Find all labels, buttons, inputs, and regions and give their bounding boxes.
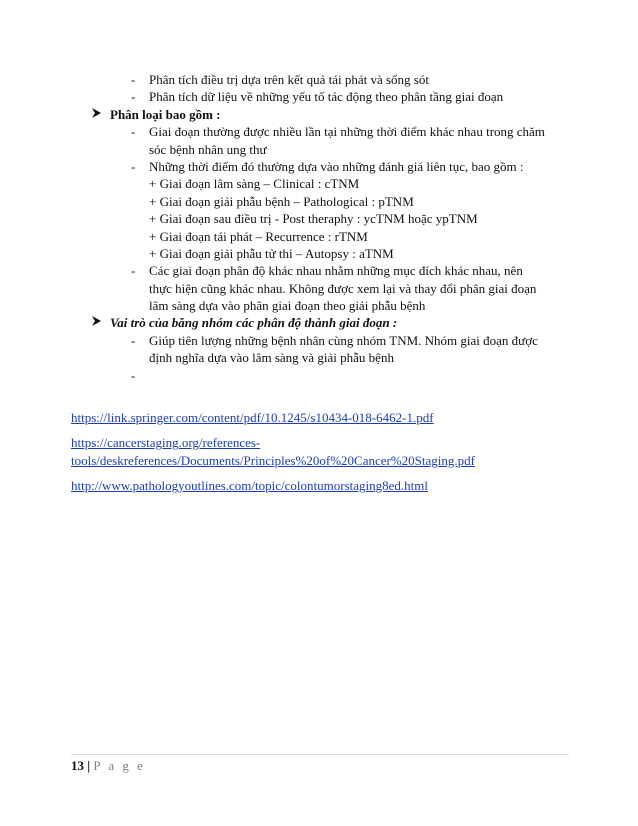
dash-bullet: - <box>131 332 136 348</box>
stage-item <box>0 245 638 262</box>
list-item-text: định nghĩa dựa vào lâm sàng và giải phẫu bệnh <box>149 350 394 366</box>
list-item-text: Giai đoạn thường được nhiều lần tại những thời điểm khác nhau trong chăm <box>149 124 545 140</box>
page-number: 13 <box>71 758 84 773</box>
list-item-text: Những thời điểm đó thường dựa vào những đánh giá liên tục, bao gồm : <box>149 158 524 174</box>
footer-divider <box>71 754 569 755</box>
page-label: P a g e <box>93 758 146 773</box>
dash-bullet: - <box>131 367 136 383</box>
list-item-text: Các giai đoạn phân độ khác nhau nhằm những mục đích khác nhau, nên <box>149 263 523 279</box>
reference-link-springer[interactable]: https://link.springer.com/content/pdf/10.1245/s10434-018-6462-1.pdf <box>71 410 434 425</box>
stage-text: + Giai đoạn giải phẫu tử thi – Autopsy : aTNM <box>149 245 394 261</box>
stage-text: + Giai đoạn sau điều trị - Post theraphy : ycTNM hoặc ypTNM <box>149 211 478 227</box>
link-text-line: https://cancerstaging.org/references- <box>71 435 261 451</box>
page-footer <box>71 757 145 774</box>
stage-item <box>0 193 638 210</box>
list-item <box>0 262 638 279</box>
list-item-text: Giúp tiên lượng những bệnh nhân cùng nhóm TNM. Nhóm giai đoạn được <box>149 332 538 348</box>
stage-text: + Giai đoạn tái phát – Recurrence : rTNM <box>149 228 368 244</box>
dash-bullet: - <box>131 158 136 174</box>
stage-item <box>0 210 638 227</box>
reference-link-cancerstaging[interactable] <box>71 434 591 469</box>
footer-separator: | <box>87 758 91 773</box>
list-item-text: sóc bệnh nhân ung thư <box>149 141 267 157</box>
heading-text: Phân loại bao gồm : <box>110 106 221 122</box>
reference-link-pathologyoutlines[interactable]: http://www.pathologyoutlines.com/topic/colontumorstaging8ed.html <box>71 478 428 494</box>
list-item-text: Phân tích dữ liệu về những yếu tố tác động theo phân tầng giai đoạn <box>149 89 504 105</box>
list-item <box>0 123 638 140</box>
list-item-text: thực hiện cũng khác nhau. Không được xem lại và thay đổi phân giai đoạn <box>149 280 537 296</box>
list-item-continuation <box>0 297 638 314</box>
link-text-line: tools/deskreferences/Documents/Principles%20of%20Cancer%20Staging.pdf <box>71 452 475 468</box>
stage-item <box>0 228 638 245</box>
list-item-continuation <box>0 141 638 158</box>
list-item-empty <box>0 367 638 384</box>
document-body <box>0 71 638 384</box>
list-item <box>0 332 638 349</box>
list-item-continuation <box>0 280 638 297</box>
list-item <box>0 71 638 88</box>
list-item <box>0 158 638 175</box>
dash-bullet: - <box>131 124 136 140</box>
arrow-bullet-icon <box>91 106 103 124</box>
dash-bullet: - <box>131 89 136 105</box>
stage-item <box>0 175 638 192</box>
reference-links <box>71 409 591 495</box>
list-item <box>0 88 638 105</box>
dash-bullet: - <box>131 72 136 87</box>
heading-text: Vai trò của băng nhóm các phân độ thành giai đoạn : <box>110 315 398 331</box>
list-item-text: lâm sàng dựa vào phân giai đoạn theo giải phẫu bệnh <box>149 298 426 314</box>
stage-text: + Giai đoạn lâm sàng – Clinical : cTNM <box>149 176 360 192</box>
section-heading-phan-loai <box>0 106 638 123</box>
arrow-bullet-icon <box>91 314 103 332</box>
list-item-continuation <box>0 349 638 366</box>
list-item-text: Phân tích điều trị dựa trên kết quả tái phát và sống sót <box>149 72 429 87</box>
stage-text: + Giai đoạn giải phẫu bệnh – Pathological : pTNM <box>149 193 414 209</box>
dash-bullet: - <box>131 263 136 279</box>
section-heading-vai-tro <box>0 314 638 331</box>
